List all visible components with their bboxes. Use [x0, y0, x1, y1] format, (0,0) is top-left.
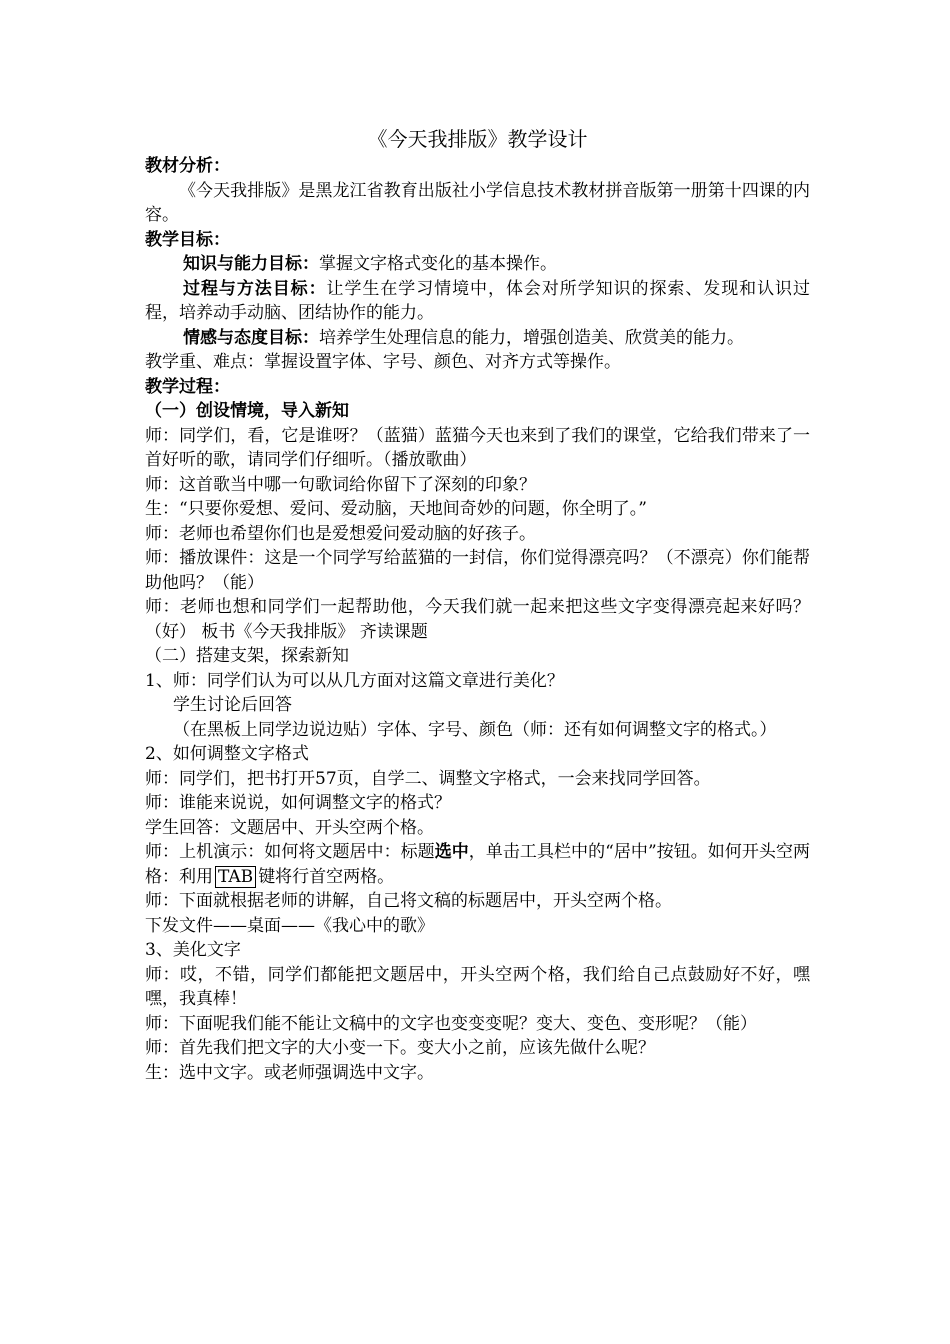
s2-line-5: 师：下面就根据老师的讲解，自己将文稿的标题居中，开头空两个格。: [145, 891, 672, 911]
s1-line-6: 师：老师也想和同学们一起帮助他，今天我们就一起来把这些文字变得漂亮起来好吗？（好） 板书《今天我排版》 齐读课题: [145, 597, 810, 642]
analysis-heading: 教材分析：: [145, 156, 230, 176]
analysis-text: 《今天我排版》是黑龙江省教育出版社小学信息技术教材拼音版第一册第十四课的内容。: [145, 180, 810, 225]
s1-line-3: 生：“只要你爱想、爱问、爱动脑，天地间奇妙的问题，你全明了。”: [145, 499, 647, 519]
s2-line-2: 师：谁能来说说，如何调整文字的格式？: [145, 793, 451, 813]
s2-line-1: 师：同学们，把书打开57页，自学二、调整文字格式，一会来找同学回答。: [145, 768, 711, 789]
key-points: 教学重、难点：掌握设置字体、字号、颜色、对齐方式等操作。: [145, 352, 621, 372]
s2-line-6: 下发文件——桌面——《我心中的歌》: [145, 915, 434, 936]
goal-emotion: [145, 326, 810, 351]
goal-knowledge-text: 掌握文字格式变化的基本操作。: [319, 254, 557, 274]
goal-emotion-label: 情感与态度目标：: [183, 327, 319, 348]
process-heading: 教学过程：: [145, 376, 230, 397]
tab-key-box: TAB: [215, 866, 256, 888]
goal-knowledge-label: 知识与能力目标：: [183, 254, 319, 274]
goal-process: [145, 277, 810, 326]
s1-line-1: 师：同学们，看，它是谁呀？（蓝猫）蓝猫今天也来到了我们的课堂，它给我们带来了一首好听的歌，请同学们仔细听。（播放歌曲）: [145, 425, 810, 470]
s1-line-5: 师：播放课件：这是一个同学写给蓝猫的一封信，你们觉得漂亮吗？（不漂亮）你们能帮助他吗？（能）: [145, 548, 810, 593]
s1-line-2: 师：这首歌当中哪一句歌词给你留下了深刻的印象？: [145, 474, 536, 495]
goal-process-text: 让学生在学习情境中，体会对所学知识的探索、发现和认识过程，培养动手动脑、团结协作的能力。: [145, 278, 811, 323]
section1-heading: （一）创设情境，导入新知: [145, 401, 349, 421]
s2-line-4: [145, 840, 810, 889]
s2-line-4-post: ，单击工具栏中的“居中”按钮。如何开头空两格：利用: [145, 842, 811, 887]
s2-line-4-bold: 选中: [434, 842, 469, 862]
s2-question-3: 3、美化文字: [145, 940, 241, 960]
goal-emotion-text: 培养学生处理信息的能力，增强创造美、欣赏美的能力。: [319, 327, 744, 348]
s3-line-2: 师：下面呢我们能不能让文稿中的文字也变变变呢？变大、变色、变形呢？（能）: [145, 1013, 757, 1034]
s3-line-4: 生：选中文字。或老师强调选中文字。: [145, 1062, 434, 1083]
s3-line-1: 师：哎，不错，同学们都能把文题居中，开头空两个格，我们给自己点鼓励好不好，嘿嘿，我真棒！: [145, 964, 810, 1009]
goal-knowledge: [145, 252, 810, 277]
s2-answer-1: 学生讨论后回答: [173, 695, 292, 715]
section2-heading: （二）搭建支架，探索新知: [145, 646, 349, 666]
s2-line-3: 学生回答：文题居中、开头空两个格。: [145, 817, 434, 838]
s3-line-3: 师：首先我们把文字的大小变一下。变大小之前，应该先做什么呢？: [145, 1038, 655, 1058]
document-title: 《今天我排版》教学设计: [367, 127, 588, 151]
s2-line-4-end: 键将行首空两格。: [258, 866, 395, 887]
document-page: [145, 125, 810, 1085]
s2-question-2: 2、如何调整文字格式: [145, 744, 309, 764]
goals-heading: 教学目标：: [145, 229, 230, 250]
goal-process-label: 过程与方法目标：: [183, 278, 327, 299]
s2-question-1: 1、师：同学们认为可以从几方面对这篇文章进行美化？: [145, 670, 564, 691]
s2-line-4-pre: 师：上机演示：如何将文题居中：标题: [145, 842, 435, 862]
s2-answer-2: （在黑板上同学边说边贴）字体、字号、颜色（师：还有如何调整文字的格式。）: [173, 719, 777, 740]
s1-line-4: 师：老师也希望你们也是爱想爱问爱动脑的好孩子。: [145, 523, 536, 544]
